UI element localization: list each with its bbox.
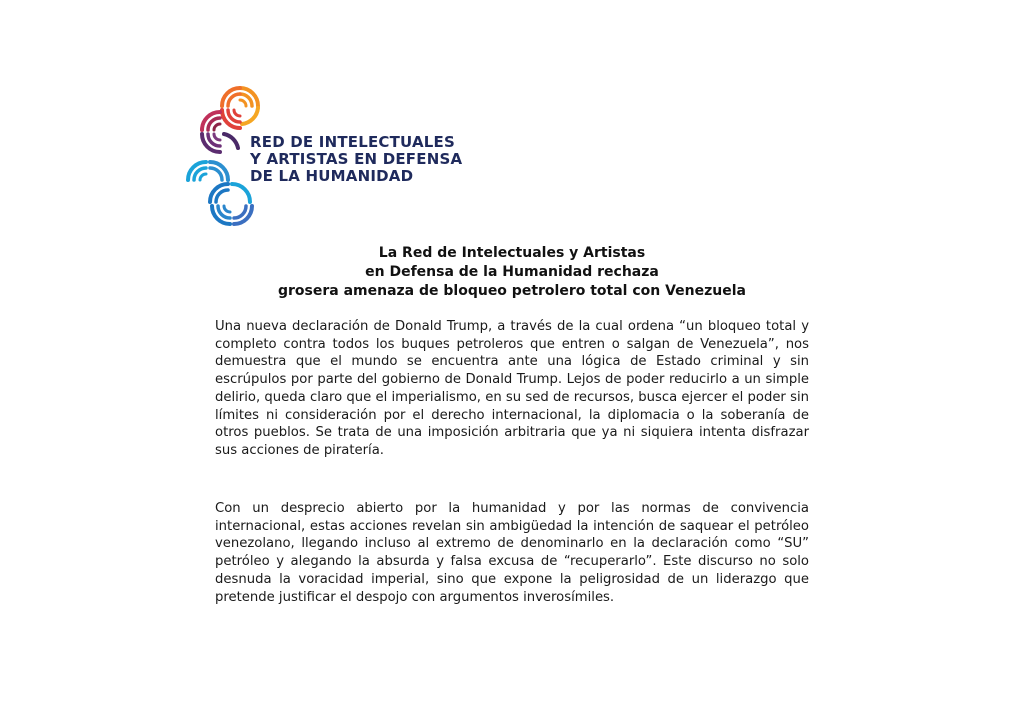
logo-orange-arcs bbox=[222, 88, 258, 124]
title-line-3: grosera amenaza de bloqueo petrolero total con Venezuela bbox=[277, 283, 746, 299]
title-line-2: en Defensa de la Humanidad rechaza bbox=[365, 264, 659, 280]
logo-line-2: Y ARTISTAS EN DEFENSA bbox=[250, 150, 463, 168]
logo-purple-arcs bbox=[202, 134, 238, 152]
document-title bbox=[230, 244, 794, 301]
logo-line-3: DE LA HUMANIDAD bbox=[250, 167, 414, 185]
title-line-1: La Red de Intelectuales y Artistas bbox=[378, 245, 646, 261]
logo-red-arcs bbox=[202, 110, 240, 130]
organization-logo bbox=[186, 84, 476, 232]
body-paragraph-1: Una nueva declaración de Donald Trump, a través de la cual ordena “un bloqueo total y completo contra todos los buques petroleros que entren o salgan de Venezuela”, nos demuestra que el mundo se encuentra ante una lógica de Estado criminal y sin escrúpulos por parte del gobierno de Donald Trump. Lejos de poder reducirlo a un simple delirio, queda claro que el imperialismo, en su sed de recursos, busca ejercer el poder sin límites ni consideración por el derecho internacional, la diplomacia o la soberanía de otros pueblos. Se trata de una imposición arbitraria que ya ni siquiera intenta disfrazar sus acciones de piratería. bbox=[215, 319, 809, 458]
body-paragraph-2: Con un desprecio abierto por la humanidad y por las normas de convivencia internacional, estas acciones revelan sin ambigüedad la intención de saquear el petróleo venezolano, llegando incluso al extremo de denominarlo en la declaración como “SU” petróleo y alegando la absurda y falsa excusa de “recuperarlo”. Este discurso no solo desnuda la voracidad imperial, sino que expone la peligrosidad de un liderazgo que pretende justificar el despojo con argumentos inverosímiles. bbox=[215, 501, 809, 605]
logo-wordmark bbox=[250, 134, 462, 185]
logo-blue-arcs bbox=[188, 162, 252, 224]
logo-line-1: RED DE INTELECTUALES bbox=[250, 133, 455, 151]
